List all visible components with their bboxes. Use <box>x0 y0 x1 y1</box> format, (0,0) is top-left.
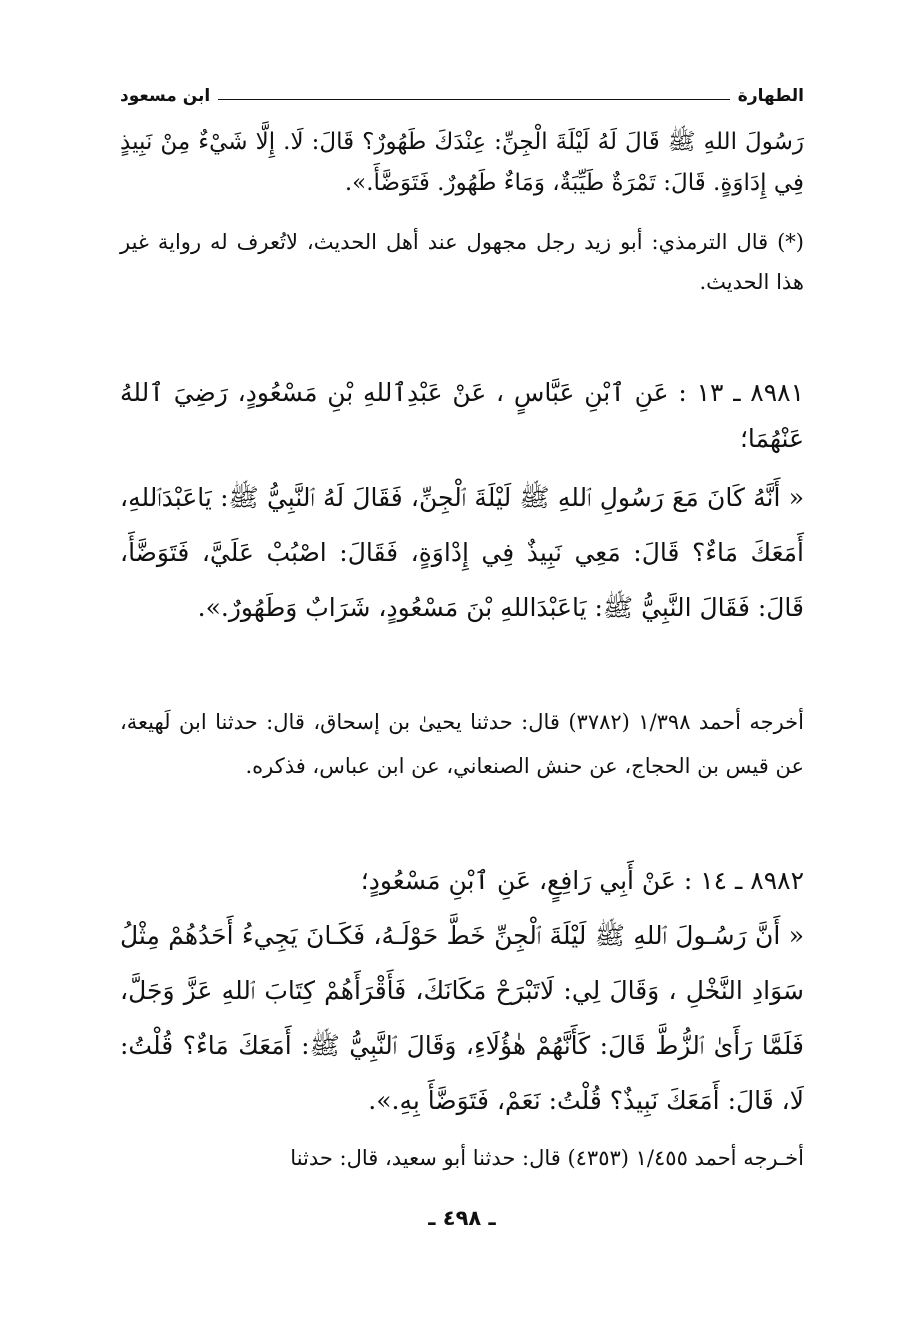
hadith-8981-text: « أَنَّهُ كَانَ مَعَ رَسُولِ ٱللهِ ﷺ لَيْلَةَ ٱلْجِنِّ، فَقَالَ لَهُ ٱلنَّبِيُّ ﷺ: يَاعَبْدَٱللهِ، أَمَعَكَ مَاءٌ؟ قَالَ: مَعِي نَبِيذٌ فِي إِدْاوَةٍ، فَقَالَ: اصْبُبْ عَلَيَّ، فَتَوَضَّأَ، قَالَ: فَقَالَ النَّبِيُّ ﷺ: يَاعَبْدَاللهِ بْنَ مَسْعُودٍ، شَرَابٌ وَطَهُورٌ.». <box>120 483 804 622</box>
header-rule <box>218 99 730 100</box>
hadith-8981-heading: ٨٩٨١ ـ ١٣ : عَنِ ٱبْنِ عَبَّاسٍ ، عَنْ عَبْدِٱللهِ بْنِ مَسْعُودٍ، رَضِيَ ٱللهُ عَنْهُمَا؛ <box>120 378 805 453</box>
page-number: ـ ٤٩٨ ـ <box>428 1206 496 1230</box>
hadith-8982-text: « أَنَّ رَسُـولَ ٱللهِ ﷺ لَيْلَةَ ٱلْجِنِّ خَطَّ حَوْلَـهُ، فَكَـانَ يَجِيءُ أَحَدُهُمْ مِثْلُ سَوَادِ النَّخْلِ ، وَقَالَ لِي: لَاتَبْرَحْ مَكَانَكَ، فَأَقْرَأَهُمْ كِتَابَ ٱللهِ عَزَّ وَجَلَّ، فَلَمَّا رَأَىٰ ٱلزُّطَّ قَالَ: كَأَنَّهُمْ هٰؤُلَاءِ، وَقَالَ ٱلنَّبِيُّ ﷺ: أَمَعَكَ مَاءٌ؟ قُلْتُ: لَا، قَالَ: أَمَعَكَ نَبِيذٌ؟ قُلْتُ: نَعَمْ، فَتَوَضَّأَ بِهِ.». <box>120 921 804 1115</box>
tirmidhi-note: (*) قال الترمذي: أبو زيد رجل مجهول عند أهل الحديث، لاتُعرف له رواية غير هذا الحديث. <box>120 230 804 294</box>
running-header <box>120 78 804 106</box>
header-chapter-title: الطهارة <box>737 86 804 106</box>
previous-hadith-continuation: رَسُولَ اللهِ ﷺ قَالَ لَهُ لَيْلَةَ الْجِنِّ: عِنْدَكَ طَهُورٌ؟ قَالَ: لَا. إِلَّا شَيْءٌ مِنْ نَبِيذٍ فِي إِدَاوَةٍ. قَالَ: تَمْرَةٌ طَيِّبَةٌ، وَمَاءٌ طَهُورٌ. فَتَوَضَّأَ.». <box>120 129 804 196</box>
hadith-8982-heading: ٨٩٨٢ ـ ١٤ : عَنْ أَبِي رَافِعٍ، عَنِ ٱبْنِ مَسْعُودٍ؛ <box>360 866 804 895</box>
hadith-8981-takhrij: أخرجه أحمد ١/٣٩٨ (٣٧٨٢) قال: حدثنا يحيىٰ بن إسحاق، قال: حدثنا ابن لَهيعة، عن قيس بن الحجاج، عن حنش الصنعاني، عن ابن عباس، فذكره. <box>120 710 804 778</box>
hadith-8982-takhrij: أخـرجه أحمد ١/٤٥٥ (٤٣٥٣) قال: حدثنا أبو سعيد، قال: حدثنا <box>290 1146 804 1170</box>
header-section-title: ابن مسعود <box>120 86 211 106</box>
